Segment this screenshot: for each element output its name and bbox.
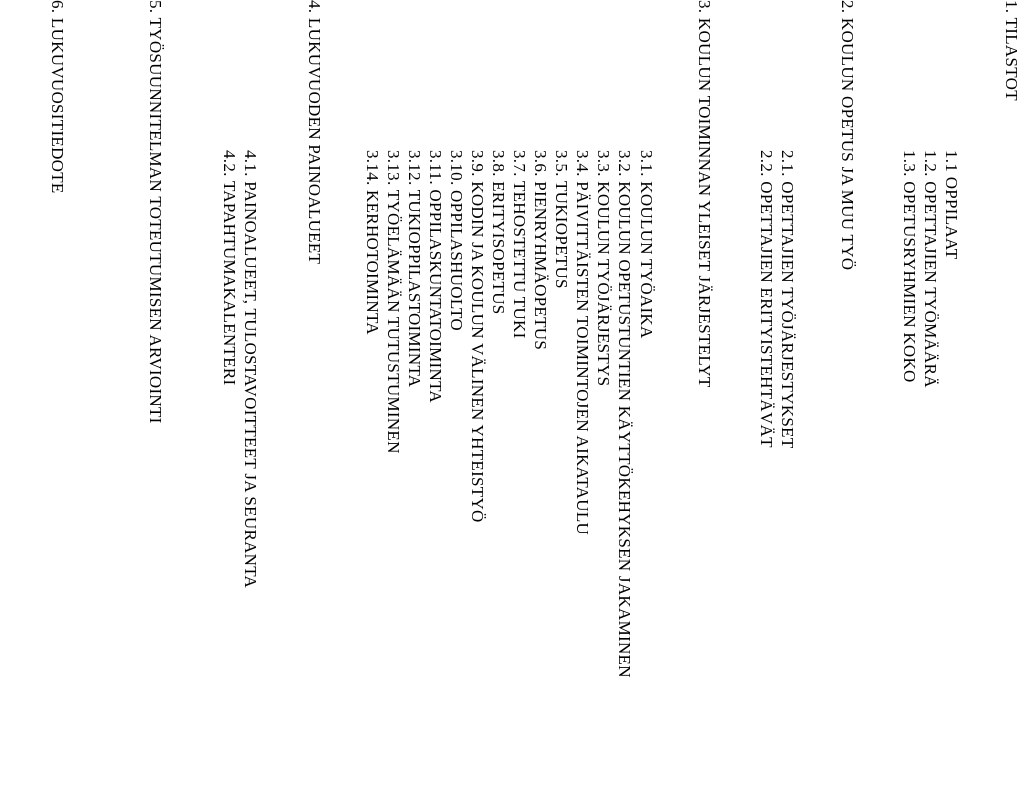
list-item: 3.3. KOULUN TYÖJÄRJESTYS	[594, 150, 613, 387]
section-heading: 2. KOULUN OPETUS JA MUU TYÖ	[838, 0, 857, 271]
list-item: 3.12. TUKIOPPILASTOIMINTA	[405, 150, 424, 388]
section-heading: 6. LUKUVUOSITIEDOTE	[48, 0, 67, 194]
list-item: 3.6. PIENRYHMÄOPETUS	[531, 150, 550, 351]
list-item: 1.3. OPETUSRYHMIEN KOKO	[900, 150, 919, 383]
list-item: 3.1. KOULUN TYÖAIKA	[637, 150, 656, 339]
list-item: 2.1. OPETTAJIEN TYÖJÄRJESTYKSET	[778, 150, 797, 449]
list-item: 3.7. TEHOSTETTU TUKI	[510, 150, 529, 339]
list-item: 3.14. KERHOTOIMINTA	[363, 150, 382, 335]
list-item: 2.2. OPETTAJIEN ERITYISTEHTÄVÄT	[757, 150, 776, 448]
list-item: 3.10. OPPILASHUOLTO	[447, 150, 466, 331]
list-item: 1.1 OPPILAAT	[942, 150, 961, 260]
list-item: 3.4. PÄIVITTÄISTEN TOIMINTOJEN AIKATAULU	[573, 150, 592, 536]
list-item: 3.9. KODIN JA KOULUN VÄLINEN YHTEISTYÖ	[468, 150, 487, 523]
list-item: 3.11. OPPILASKUNTATOIMINTA	[426, 150, 445, 403]
list-item: 1.2. OPETTAJIEN TYÖMÄÄRÄ	[921, 150, 940, 388]
list-item: 3.13. TYÖELÄMÄÄN TUTUSTUMINEN	[384, 150, 403, 454]
section-heading: 4. LUKUVUODEN PAINOALUEET	[305, 0, 324, 265]
section-heading: 5. TYÖSUUNNITELMAN TOTEUTUMISEN ARVIOINTI	[146, 0, 165, 424]
list-item: 4.1. PAINOALUEET, TULOSTAVOITTEET JA SEURANTA	[241, 150, 260, 589]
list-item: 3.5. TUKIOPETUS	[552, 150, 571, 289]
list-item: 3.8. ERITYISOPETUS	[489, 150, 508, 315]
list-item: 3.2. KOULUN OPETUSTUNTIEN KÄYTTÖKEHYKSEN JAKAMINEN	[615, 150, 634, 678]
list-item: 4.2. TAPAHTUMAKALENTERI	[220, 150, 239, 386]
section-heading: 3. KOULUN TOIMINNAN YLEISET JÄRJESTELYT	[695, 0, 714, 388]
section-heading: 1. TILASTOT	[1002, 0, 1021, 101]
